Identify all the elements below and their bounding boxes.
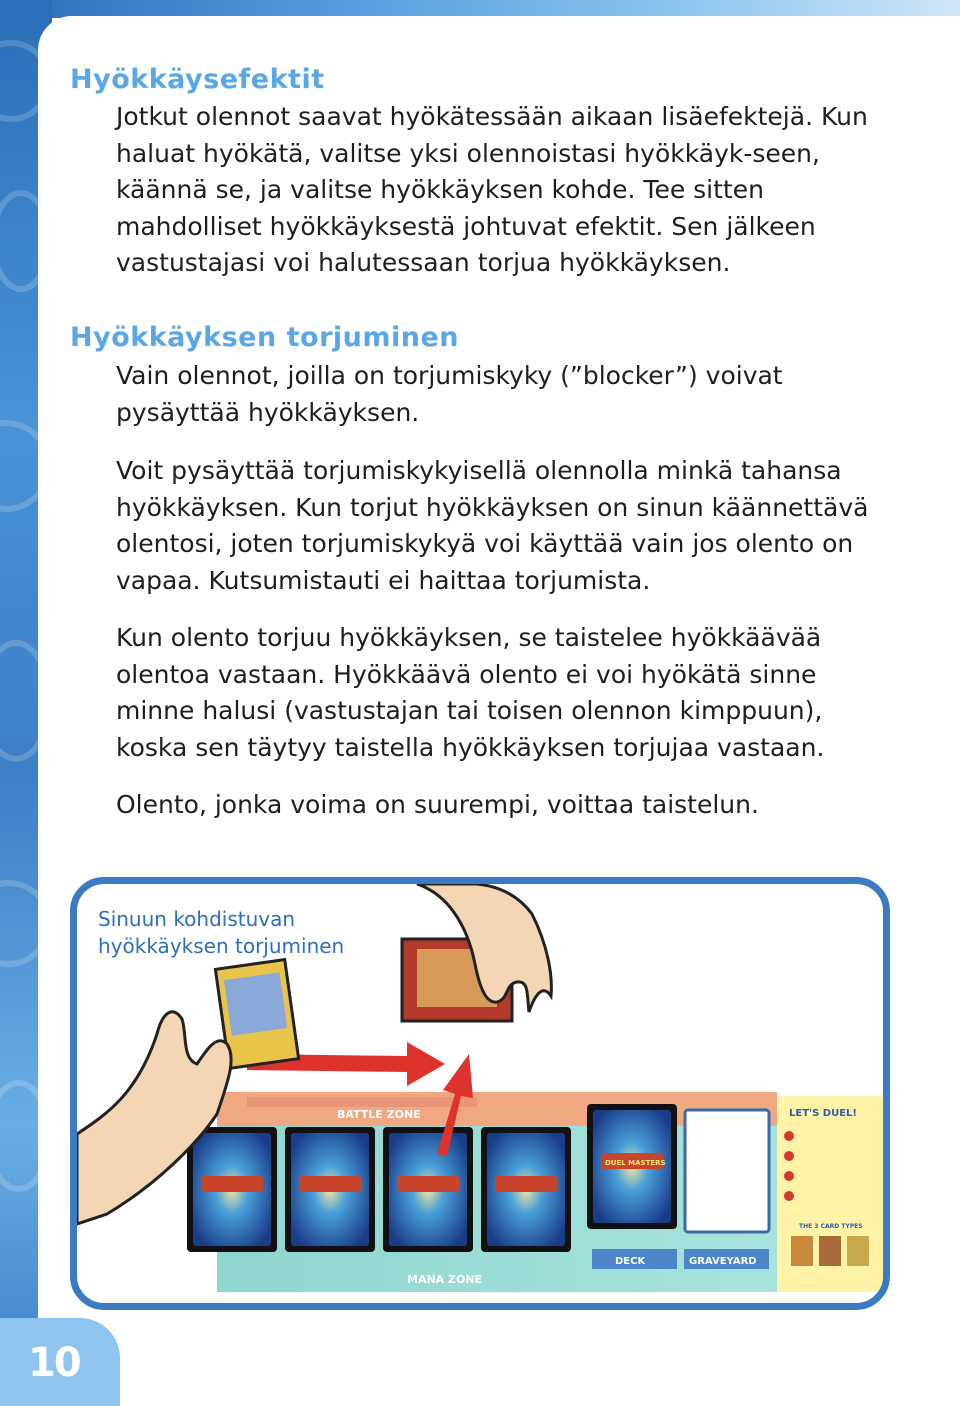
- mana-zone-label: MANA ZONE: [407, 1273, 483, 1286]
- guide-title: LET'S DUEL!: [789, 1108, 857, 1119]
- card-logo: DUEL MASTERS: [605, 1159, 666, 1167]
- paragraph-blocking-2: Voit pysäyttää torjumiskykyisellä olennolla minkä tahansa hyökkäyksen. Kun torjut hyökkäyksen on sinun käännettävä olentosi, joten torjumiskykyä voi käyttää vain jos olento on vapaa. Kutsumistauti ei haittaa torjumista.: [116, 456, 869, 595]
- card-back: [285, 1127, 375, 1252]
- deck-label: DECK: [615, 1256, 646, 1267]
- deck-card-back: [587, 1104, 677, 1229]
- paragraph-blocking-1: Vain olennot, joilla on torjumiskyky (”blocker”) voivat pysäyttää hyökkäyksen.: [116, 361, 783, 427]
- figure-caption: Sinuun kohdistuvan hyökkäyksen torjuminen: [98, 907, 345, 958]
- paragraph-blocking-3: Kun olento torjuu hyökkäyksen, se taistelee hyökkäävää olentoa vastaan. Hyökkäävä olento ei voi hyökätä sinne minne halusi (vastustajan tai toisen olennon kimppuun), koska sen täytyy taistella hyökkäyksen torjujaa vastaan.: [116, 623, 825, 762]
- paragraph-attack-effects: Jotkut olennot saavat hyökätessään aikaan lisäefektejä. Kun haluat hyökätä, valitse yksi olennoistasi hyökkäyk-seen, käännä se, ja valitse hyökkäyksen kohde. Tee sitten mahdolliset hyökkäyksestä johtuvat efektit. Sen jälkeen vastustajasi voi halutessaan torjua hyökkäyksen.: [116, 102, 868, 277]
- guide-subtitle: THE 3 CARD TYPES: [799, 1223, 863, 1230]
- graveyard-slot: [685, 1110, 769, 1232]
- section-title-attack-effects: Hyökkäysefektit: [70, 64, 325, 95]
- section-title-blocking: Hyökkäyksen torjuminen: [70, 322, 459, 353]
- battle-zone-label: BATTLE ZONE: [337, 1108, 421, 1121]
- graveyard-label: GRAVEYARD: [689, 1256, 757, 1267]
- card-back: [481, 1127, 571, 1252]
- rules-guide-panel: [777, 1096, 883, 1292]
- paragraph-blocking-4: Olento, jonka voima on suurempi, voittaa taistelun.: [116, 790, 759, 819]
- card-back: [383, 1127, 473, 1252]
- page-number: 10: [28, 1340, 80, 1386]
- card-back: [187, 1127, 277, 1252]
